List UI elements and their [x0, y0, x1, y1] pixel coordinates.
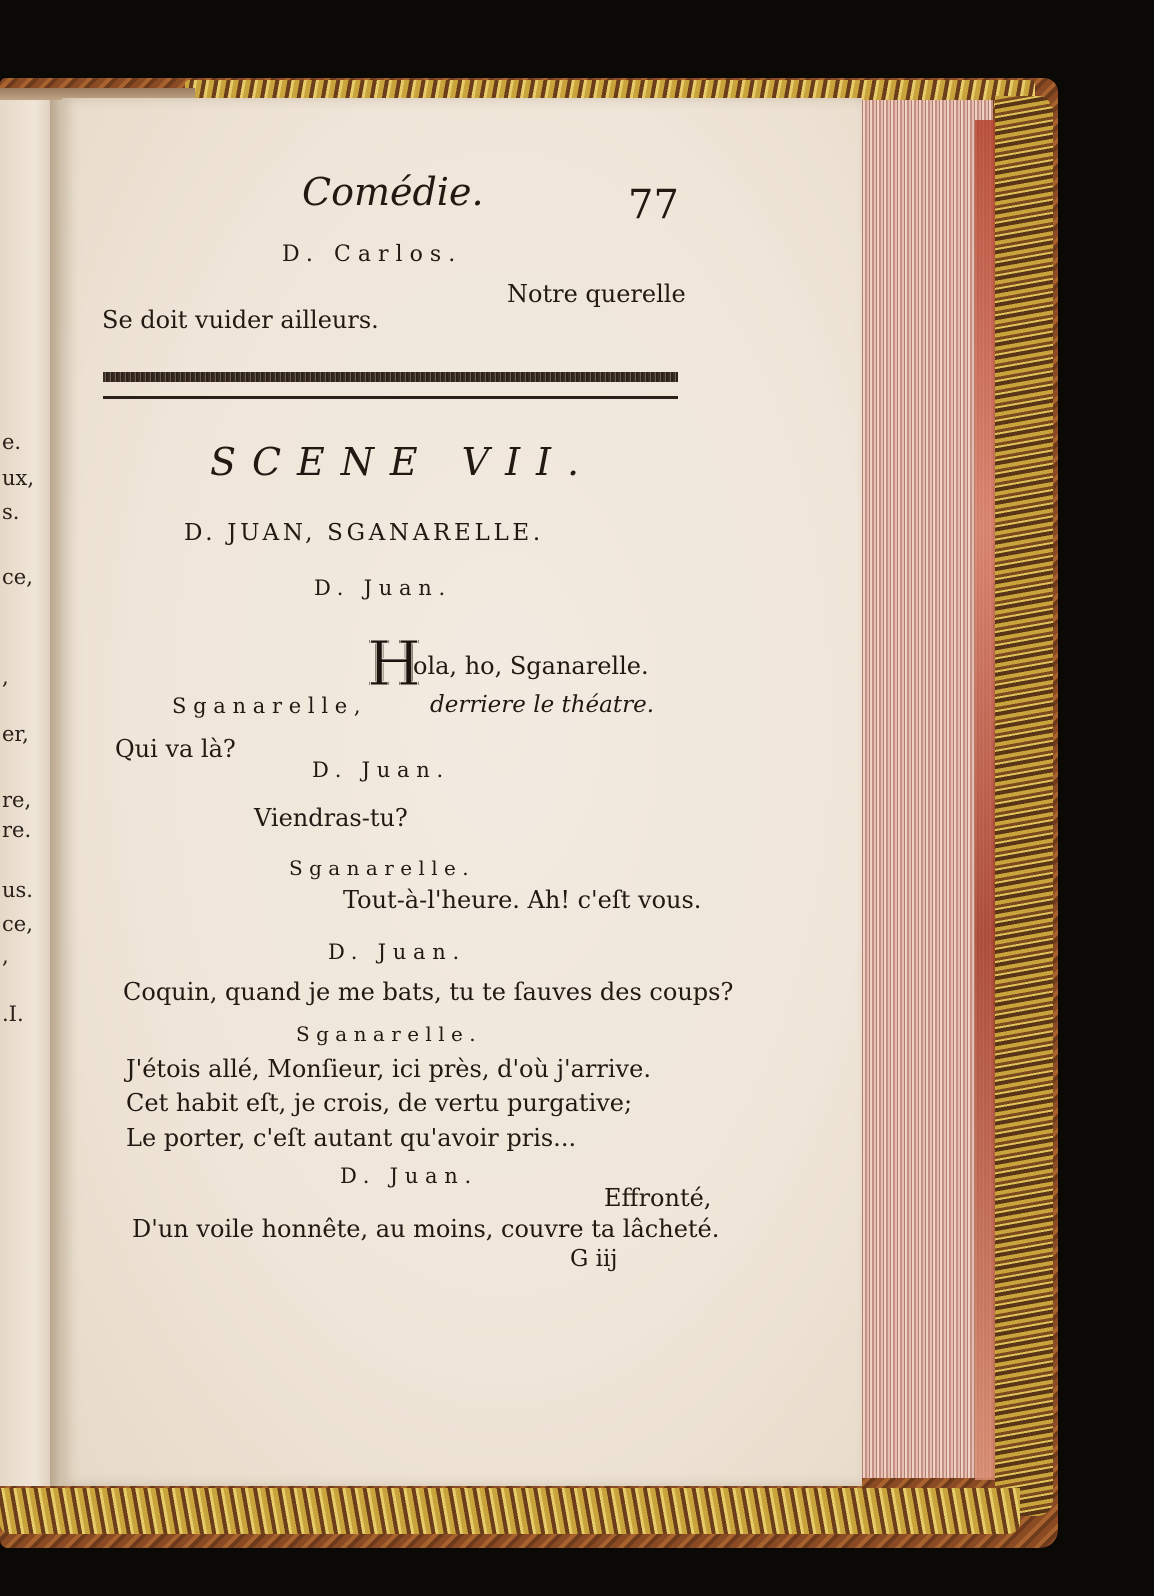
verse-line: Effronté, — [604, 1184, 712, 1212]
page-block-edges — [858, 100, 993, 1478]
verse-line: Notre querelle — [507, 280, 686, 308]
left-fragment: ce, — [2, 565, 33, 589]
left-fragment: ux, — [2, 466, 35, 490]
verse-line: ola, ho, Sganarelle. — [413, 652, 649, 680]
left-fragment: re. — [2, 818, 32, 842]
gilt-fore-edge — [995, 96, 1053, 1516]
scene-rule-thick — [103, 372, 678, 382]
verse-line: Se doit vuider ailleurs. — [102, 306, 379, 334]
page-number: 77 — [628, 182, 679, 228]
scene-characters: D. JUAN, SGANARELLE. — [184, 520, 544, 546]
speaker-name: D. Carlos. — [282, 242, 463, 267]
left-fragment: e. — [2, 430, 22, 454]
verse-line: D'un voile honnête, au moins, couvre ta lâcheté. — [132, 1215, 720, 1243]
scene-rule-thin — [103, 396, 678, 399]
verse-line: J'étois allé, Monſieur, ici près, d'où j'arrive. — [126, 1055, 651, 1083]
verse-line: Tout-à-l'heure. Ah! c'eſt vous. — [343, 886, 702, 914]
verse-line: Viendras-tu? — [254, 804, 408, 832]
left-fragment: us. — [2, 878, 33, 902]
speaker-name: D. Juan. — [328, 940, 466, 964]
left-fragment: re, — [2, 788, 32, 812]
speaker-name: D. Juan. — [340, 1164, 478, 1188]
verse-line: Le porter, c'eſt autant qu'avoir pris... — [126, 1124, 577, 1152]
speaker-name: D. Juan. — [312, 758, 450, 782]
left-fragment: .I. — [2, 1002, 24, 1026]
signature-mark: G iij — [570, 1246, 618, 1272]
stage-direction: derriere le théatre. — [430, 692, 655, 718]
left-fragment: , — [2, 944, 9, 968]
drop-cap: H — [367, 627, 422, 700]
running-head-title: Comédie. — [302, 170, 484, 214]
verse-line: Cet habit eſt, je crois, de vertu purgative; — [126, 1089, 633, 1117]
speaker-name: Sganarelle. — [296, 1022, 483, 1046]
gilt-bottom-edge — [0, 1488, 1020, 1534]
speaker-name: D. Juan. — [314, 576, 452, 600]
speaker-name: Sganarelle. — [289, 856, 476, 880]
verse-line: Coquin, quand je me bats, tu te ſauves des coups? — [123, 978, 734, 1006]
verse-line: Qui va là? — [115, 735, 236, 763]
speaker-name: Sganarelle, — [172, 694, 368, 718]
scene-heading: SCENE VII. — [210, 440, 596, 484]
left-fragment: s. — [2, 500, 20, 524]
left-fragment: er, — [2, 722, 29, 746]
left-fragment: , — [2, 665, 9, 689]
red-edge-stain — [975, 120, 995, 1480]
left-fragment: ce, — [2, 912, 33, 936]
